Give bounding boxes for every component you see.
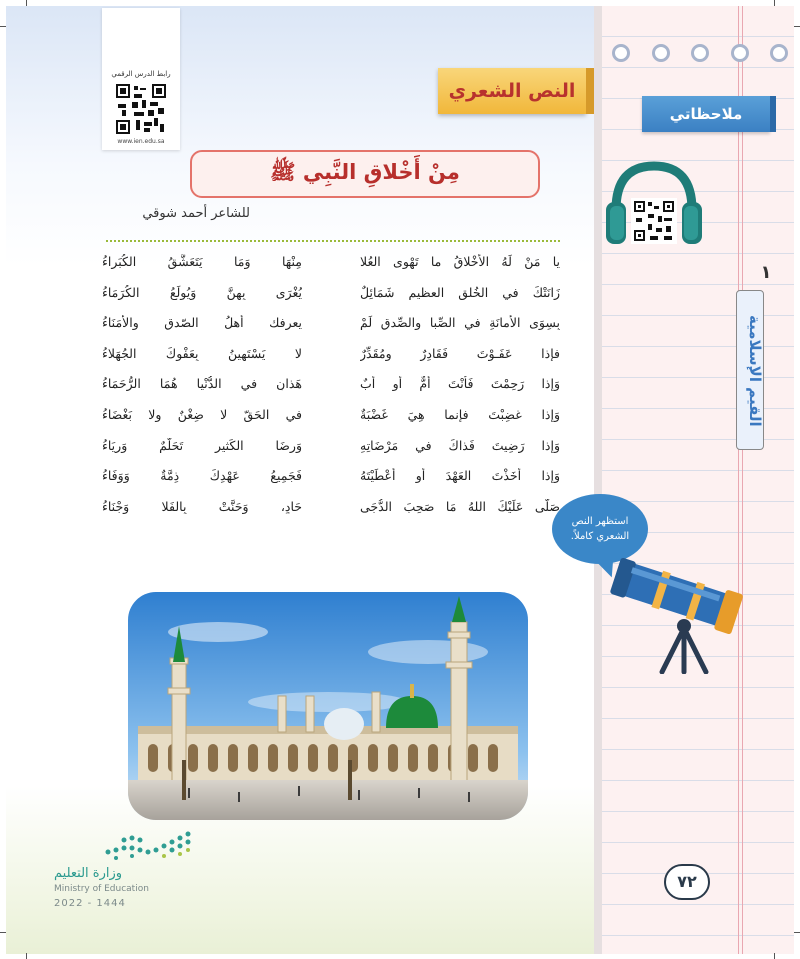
notes-column (594, 6, 794, 954)
binder-hole (770, 44, 788, 62)
poem-verses (100, 254, 560, 529)
edition-year: 2022 - 1444 (54, 898, 126, 909)
crop-mark (774, 953, 775, 959)
margin-line (738, 6, 739, 954)
verse-second-hemistich: مِنْهَا وَمَا يَتَعَشَّقُ الكُبَراءُ (102, 254, 302, 269)
crop-mark (794, 932, 800, 933)
poet-name: للشاعر أحمد شوقي (142, 206, 250, 221)
qr-title: رابط الدرس الرقمي (111, 70, 171, 78)
verse-first-hemistich: بِسِوَى الأَمانَةِ في الصِّبا والصِّدقِ لَمْ (360, 315, 560, 331)
verse-second-hemistich: لا يَسْتَهينُ بِعَفْوِكَ الجُهَلاءُ (102, 345, 302, 361)
verse-second-hemistich: يُغْرَى بِهِنَّ وَيُولَعُ الكُرَمَاءُ (102, 284, 302, 300)
page-number: ٧٢ (664, 864, 710, 900)
poem-heading-box (190, 150, 540, 198)
crop-mark (26, 0, 27, 6)
telescope-icon (596, 556, 756, 674)
ministry-name-arabic: وزارة التعليم (54, 866, 123, 881)
notes-tag-label: ملاحظاتي (669, 105, 743, 123)
verse-line (100, 468, 560, 499)
chapter-number: ١ (760, 262, 772, 283)
verse-first-hemistich: زَانَتْكَ في الخُلقِ العظيمِ شَمَائِلٌ (360, 284, 560, 300)
audio-headphones-icon[interactable] (604, 158, 704, 258)
ministry-emblem-icon (102, 826, 194, 862)
qr-code-icon[interactable] (116, 84, 166, 134)
digital-lesson-qr-card[interactable] (102, 8, 180, 150)
verse-second-hemistich: يعرفك أَهلُ الصّدقِ والأَمَنَاءُ (102, 315, 302, 331)
binder-hole (731, 44, 749, 62)
ministry-name-english: Ministry of Education (54, 884, 149, 894)
prophets-mosque-photo (128, 592, 528, 820)
notes-tag (642, 96, 770, 132)
binder-hole (691, 44, 709, 62)
lesson-title-banner (438, 68, 586, 114)
verse-line (100, 499, 560, 530)
verse-line (100, 346, 560, 377)
verse-first-hemistich: يا مَنْ لَهُ الأَخْلاقُ ما تَهْوى العُلا (360, 254, 560, 269)
binder-holes (612, 44, 788, 64)
qr-url[interactable]: www.ien.edu.sa (117, 138, 165, 145)
poem-heading: مِنْ أَخْلاقِ النَّبِي ﷺ (270, 159, 460, 184)
verse-line (100, 376, 560, 407)
ministry-logo (54, 826, 204, 926)
binder-hole (652, 44, 670, 62)
verse-line (100, 285, 560, 316)
verse-first-hemistich: وَإِذا غضِبْتَ فإنما هِيَ غَضْبَةٌ (360, 406, 560, 422)
verse-first-hemistich: وَإِذا رَحِمْتَ فَأَنْتَ أُمٌّ أو أَبٌ (360, 376, 560, 392)
crop-mark (774, 0, 775, 6)
verse-second-hemistich: فَجَمِيعُ عَهْدِكَ ذِمَّةٌ وَوَفَاءُ (102, 468, 302, 484)
verse-first-hemistich: وَإِذا رَضِيتَ فَذاكَ في مَرْضَاتِهِ (360, 437, 560, 453)
instruction-text: استظهر النص الشعري كاملاً. (570, 516, 630, 542)
verse-line (100, 407, 560, 438)
notebook-edge (594, 6, 602, 954)
verse-first-hemistich: وَإِذا أَخَذْتَ العَهْدَ أو أَعْطَيْتَهُ (360, 468, 560, 484)
instruction-bubble (552, 494, 648, 564)
verse-second-hemistich: في الحَقّ لا ضِغْنٌ ولا بَغْضَاءُ (102, 406, 302, 422)
margin-line (742, 6, 743, 954)
lesson-title: النص الشعري (448, 80, 576, 102)
binder-hole (612, 44, 630, 62)
divider (106, 240, 560, 242)
verse-line (100, 438, 560, 469)
crop-mark (0, 26, 6, 27)
verse-first-hemistich: فإِذا عَفَـوْتَ فَقَادِرٌ ومُقَدِّرٌ (360, 345, 560, 361)
verse-second-hemistich: هَذانِ في الدُّنْيا هُمَا الرُّحَمَاءُ (102, 376, 302, 392)
crop-mark (26, 953, 27, 959)
crop-mark (0, 932, 6, 933)
chapter-label: القيم الإسلامية (746, 315, 764, 427)
verse-second-hemistich: حَادٍ، وَحَنَّتْ بِالفَلا وَجْنَاءُ (102, 498, 302, 514)
verse-second-hemistich: وَرِضَا الكَثيرِ تَحَلُّمٌ وَرِيَاءُ (102, 437, 302, 453)
verse-line (100, 254, 560, 285)
verse-line (100, 315, 560, 346)
verse-first-hemistich: صَلَّى عَلَيْكَ اللهُ مَا صَحِبَ الدُّجَى (360, 498, 560, 514)
crop-mark (794, 26, 800, 27)
